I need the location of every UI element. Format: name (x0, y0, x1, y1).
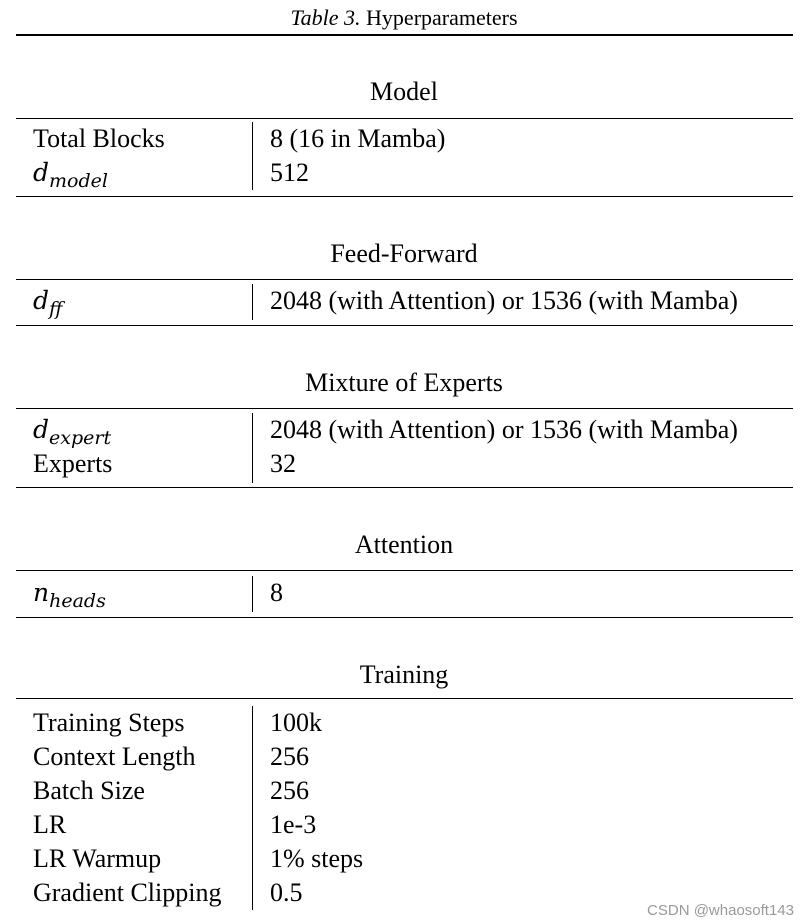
param-name: $n_{heads}$ (33, 578, 106, 612)
param-value: 1e-3 (270, 810, 317, 839)
table-row (16, 447, 793, 481)
param-value: 0.5 (270, 878, 303, 907)
param-name: $d_{model}$ (33, 158, 108, 192)
section-bottom-rule (16, 196, 793, 197)
table-row (16, 122, 793, 156)
section-title-attention: Attention (354, 530, 454, 559)
param-value: 256 (270, 776, 309, 805)
section-rule-moe (16, 408, 793, 409)
param-name: Gradient Clipping (33, 878, 222, 907)
section-bottom-rule (16, 617, 793, 618)
section-bottom-rule (16, 487, 793, 488)
param-value: 512 (270, 158, 309, 187)
section-rule-model (16, 118, 793, 119)
table-caption (0, 4, 808, 32)
section-rule-feed-forward (16, 279, 793, 280)
section-title-training: Training (359, 660, 449, 689)
section-block-training (16, 706, 793, 910)
section-bottom-rule (16, 325, 793, 326)
table-row (16, 808, 793, 842)
watermark: CSDN @whaosoft143 (647, 902, 794, 919)
param-name: Batch Size (33, 776, 145, 805)
param-name: LR Warmup (33, 844, 162, 873)
param-value: 2048 (with Attention) or 1536 (with Mamba) (270, 286, 738, 315)
table-row (16, 842, 793, 876)
table-row (16, 156, 793, 190)
table-row (16, 740, 793, 774)
param-name: Total Blocks (33, 124, 165, 153)
param-value: 100k (270, 708, 322, 737)
param-value: 2048 (with Attention) or 1536 (with Mamba) (270, 415, 738, 444)
table-row (16, 284, 793, 318)
table-row (16, 706, 793, 740)
section-block-attention (16, 576, 793, 616)
param-name: Experts (33, 449, 113, 478)
table-row (16, 576, 793, 610)
section-block-feed-forward (16, 284, 793, 324)
param-value: 32 (270, 449, 296, 478)
caption-label: Table 3. (290, 5, 361, 30)
section-title-moe: Mixture of Experts (305, 368, 503, 397)
param-value: 1% steps (270, 844, 364, 873)
caption-title: Hyperparameters (366, 5, 518, 30)
table-row (16, 413, 793, 447)
section-title-feed-forward: Feed-Forward (330, 239, 478, 268)
table-row (16, 774, 793, 808)
param-name: LR (33, 810, 67, 839)
section-title-model: Model (370, 77, 438, 106)
param-name: Context Length (33, 742, 196, 771)
param-name: $d_{expert}$ (33, 415, 112, 449)
param-name: $d_{ff}$ (33, 286, 63, 320)
param-value: 8 (270, 578, 283, 607)
section-block-moe (16, 413, 793, 485)
section-rule-training (16, 698, 793, 699)
param-name: Training Steps (33, 708, 185, 737)
section-rule-attention (16, 570, 793, 571)
param-value: 256 (270, 742, 309, 771)
section-block-model (16, 122, 793, 192)
top-rule (16, 34, 793, 36)
param-value: 8 (16 in Mamba) (270, 124, 446, 153)
